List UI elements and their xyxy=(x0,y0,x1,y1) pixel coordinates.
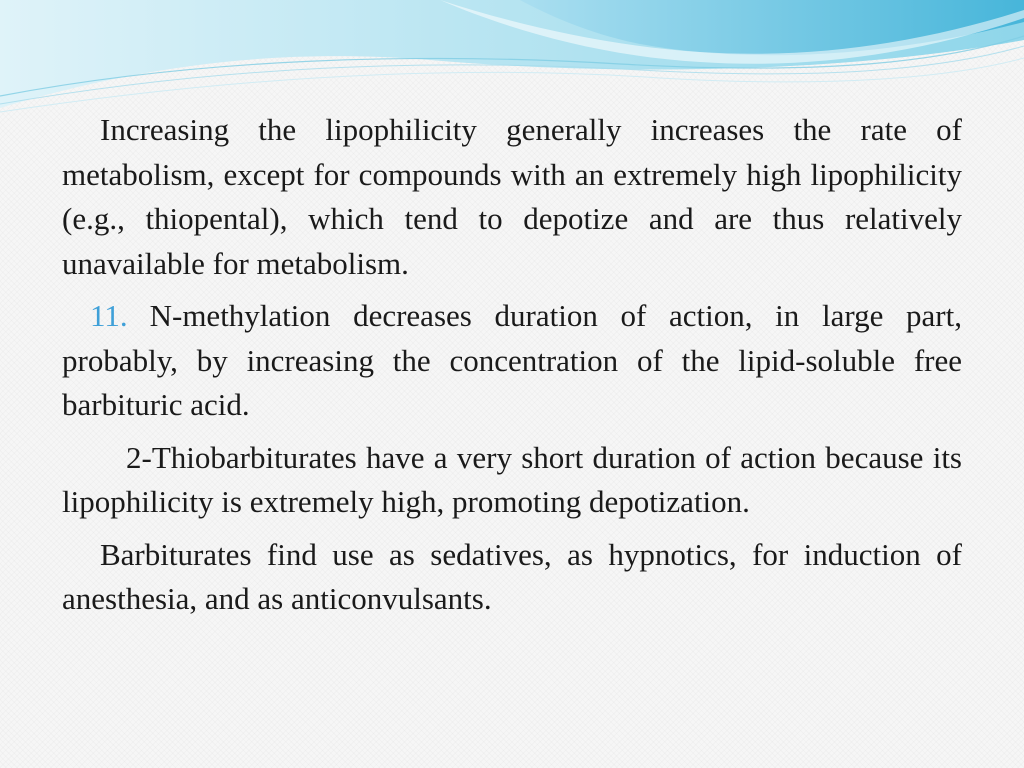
paragraph-text: Barbiturates find use as sedatives, as hypnotics, for induction of anesthesia, and as anticonvulsants. xyxy=(62,536,962,616)
paragraph-thiobarbiturates xyxy=(62,436,962,525)
paragraph-text: 2-Thiobarbiturates have a very short duration of action because its lipophilicity is extremely high, promoting depotization. xyxy=(62,439,962,519)
paragraph-n-methylation xyxy=(62,294,962,428)
slide-body xyxy=(62,108,962,622)
paragraph-text: N-methylation decreases duration of action, in large part, probably, by increasing the concentration of the lipid-soluble free barbituric acid. xyxy=(62,298,962,422)
list-number: 11. xyxy=(90,298,128,333)
paragraph-text: Increasing the lipophilicity generally increases the rate of metabolism, except for compounds with an extremely high lipophilicity (e.g., thiopental), which tend to depotize and are thus relatively unavailable for metabolism. xyxy=(62,112,962,281)
paragraph-lipophilicity xyxy=(62,108,962,286)
header-wave-decoration xyxy=(0,0,1024,120)
paragraph-barbiturate-uses xyxy=(62,533,962,622)
